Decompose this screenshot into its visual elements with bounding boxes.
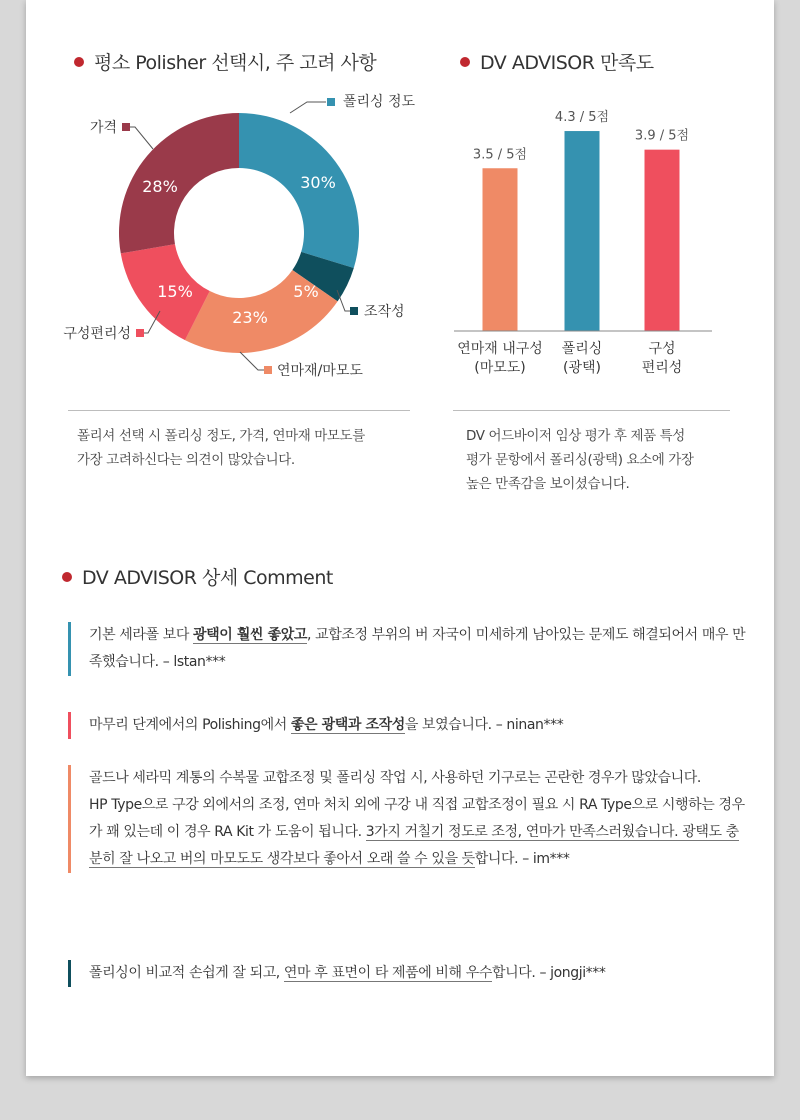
- comment-2: [68, 712, 748, 739]
- legend-swatch: [327, 98, 335, 106]
- comment-text: 기본 세라폴 보다: [89, 627, 194, 643]
- legend-label: 가격: [89, 120, 117, 136]
- legend-label: 구성편리성: [63, 326, 131, 342]
- comment-text: 을 보였습니다. – ninan***: [404, 717, 564, 733]
- legend-label: 폴리싱 정도: [343, 94, 416, 110]
- comment-text: 합니다. – jongji***: [491, 965, 606, 981]
- bar-section-title-text: DV ADVISOR 만족도: [480, 52, 654, 74]
- legend-label: 연마재/마모도: [277, 363, 363, 379]
- bar-section-title: [460, 48, 654, 75]
- legend-swatch: [136, 329, 144, 337]
- bar-value-label: 3.5 / 5점: [472, 147, 528, 163]
- bar-value-label: 3.9 / 5점: [634, 128, 690, 144]
- bar-category-label: 폴리싱: [561, 341, 603, 357]
- bar: [483, 168, 518, 331]
- donut-slice: [239, 113, 359, 268]
- comment-1: [68, 622, 748, 676]
- donut-section-title-text: 평소 Polisher 선택시, 주 고려 사항: [94, 52, 377, 74]
- donut-value-label: 23%: [232, 308, 268, 327]
- right-divider: [453, 410, 730, 411]
- donut-chart: [0, 0, 420, 400]
- legend-leader-line: [290, 102, 326, 113]
- bar-category-label: (광택): [563, 360, 601, 376]
- donut-value-label: 30%: [300, 173, 336, 192]
- comment-text: HP Type으로 구강 외에서의 조정, 연마 처치 외에 구강 내 직접 교합조정이 필요 시 RA Type으로 시행하는 경우가 꽤 있는데 이 경우 RA Kit 가 도움이 됩니다.: [89, 797, 745, 840]
- bar-chart: [440, 90, 740, 390]
- highlighted-phrase: 광택이 훨씬 좋았고: [193, 627, 307, 643]
- comment-text: 마무리 단계에서의 Polishing에서: [89, 717, 291, 733]
- bar: [645, 150, 680, 331]
- underlined-phrase: 3가지 거칠기 정도로 조정, 연마가 만족스러웠습니다. 광택도 충분히 잘 나오고 버의 마모도도 생각보다 좋아서 오래 쓸 수 있을 듯: [89, 824, 739, 867]
- left-divider: [68, 410, 410, 411]
- donut-value-label: 5%: [293, 282, 319, 301]
- bar-category-label: (마모도): [474, 360, 526, 376]
- highlighted-phrase: 좋은 광택과 조작성: [290, 717, 405, 733]
- legend-leader-line: [240, 352, 264, 370]
- comment-text: , 교합조정 부위의 버 자국이 미세하게 남아있는 문제도 해결되어서 매우 만족했습니다. – lstan***: [89, 627, 746, 670]
- comment-text: 폴리싱이 비교적 손쉽게 잘 되고,: [89, 965, 284, 981]
- bar-category-label: 연마재 내구성: [457, 341, 543, 357]
- legend-swatch: [350, 307, 358, 315]
- legend-leader-line: [130, 127, 153, 149]
- bar-caption: [466, 424, 694, 496]
- legend-swatch: [122, 123, 130, 131]
- bullet-dot-icon: [62, 572, 72, 582]
- bullet-dot-icon: [460, 57, 470, 67]
- donut-caption: [77, 424, 365, 472]
- caption-line: 평가 문항에서 폴리싱(광택) 요소에 가장: [466, 452, 694, 468]
- comment-3: [68, 765, 748, 873]
- comments-section-title: [62, 563, 333, 590]
- comment-text: 합니다. – im***: [474, 851, 570, 867]
- bar: [565, 131, 600, 331]
- caption-line: DV 어드바이저 임상 평가 후 제품 특성: [466, 428, 685, 444]
- donut-slice: [119, 113, 239, 253]
- comment-text: 골드나 세라믹 계통의 수복물 교합조정 및 폴리싱 작업 시, 사용하던 기구로는 곤란한 경우가 많았습니다.: [89, 770, 701, 786]
- caption-line: 가장 고려하신다는 의견이 많았습니다.: [77, 452, 295, 468]
- bar-value-label: 4.3 / 5점: [554, 110, 610, 126]
- bar-category-label: 편리성: [641, 360, 683, 376]
- caption-line: 폴리셔 선택 시 폴리싱 정도, 가격, 연마재 마모도를: [77, 428, 365, 444]
- donut-value-label: 28%: [142, 177, 178, 196]
- comment-4: [68, 960, 748, 987]
- caption-line: 높은 만족감을 보이셨습니다.: [466, 476, 630, 492]
- comments-section-title-text: DV ADVISOR 상세 Comment: [82, 567, 333, 589]
- legend-swatch: [264, 366, 272, 374]
- donut-value-label: 15%: [157, 282, 193, 301]
- bar-category-label: 구성: [648, 341, 676, 357]
- underlined-phrase: 연마 후 표면이 타 제품에 비해 우수: [283, 965, 492, 981]
- legend-label: 조작성: [364, 304, 405, 320]
